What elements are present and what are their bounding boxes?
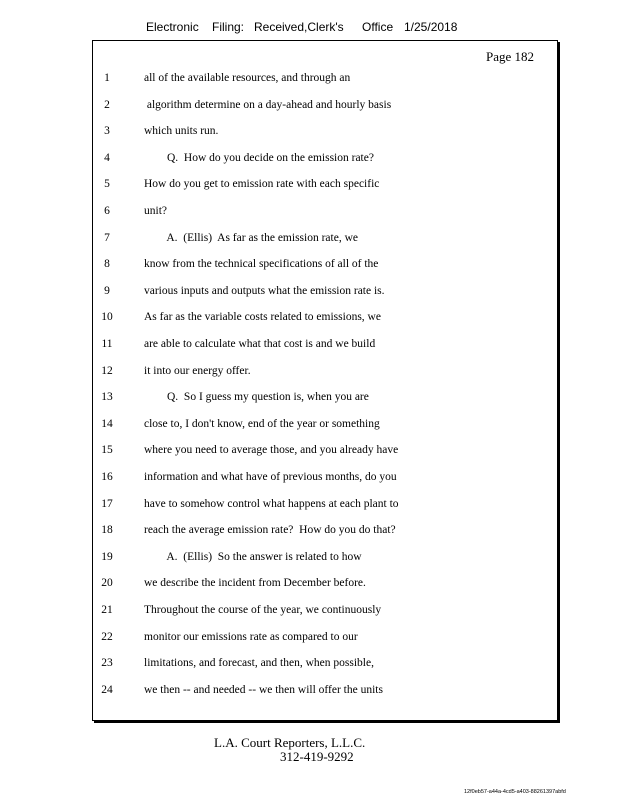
filing-word-filing: Filing: [212, 20, 245, 34]
transcript-line: various inputs and outputs what the emission rate is. [144, 285, 385, 297]
line-number: 9 [104, 285, 110, 297]
transcript-line: As far as the variable costs related to emissions, we [144, 311, 381, 323]
line-number: 5 [104, 178, 110, 190]
line-number: 18 [101, 524, 113, 536]
line-number: 23 [101, 657, 113, 669]
transcript-line: are able to calculate what that cost is and we build [144, 338, 376, 350]
reporter-name: L.A. Court Reporters, L.L.C. [214, 735, 366, 750]
transcript-line: it into our energy offer. [144, 365, 251, 377]
line-number: 14 [101, 418, 113, 430]
line-number: 17 [101, 498, 113, 510]
transcript-line: algorithm determine on a day-ahead and hourly basis [144, 99, 392, 111]
transcript-line: Q. So I guess my question is, when you are [144, 391, 369, 403]
transcript-line: A. (Ellis) As far as the emission rate, we [144, 232, 358, 244]
filing-word-received: Received,Clerk's [254, 20, 344, 34]
line-number: 12 [101, 365, 113, 377]
transcript-line: know from the technical specifications of all of the [144, 258, 379, 270]
line-number: 11 [101, 338, 113, 350]
line-number: 16 [101, 471, 113, 483]
transcript-line: all of the available resources, and through an [144, 72, 351, 84]
transcript-line: we describe the incident from December before. [144, 577, 366, 589]
line-number: 15 [101, 444, 113, 456]
transcript-line: Q. How do you decide on the emission rate? [144, 152, 374, 164]
transcript-line: unit? [144, 205, 167, 217]
filing-date: 1/25/2018 [404, 20, 458, 34]
transcript-page-frame [92, 40, 558, 721]
transcript-line: have to somehow control what happens at each plant to [144, 498, 399, 510]
line-number: 20 [101, 577, 113, 589]
transcript-line: A. (Ellis) So the answer is related to how [144, 551, 362, 563]
transcript-line: Throughout the course of the year, we continuously [144, 604, 382, 616]
line-number: 7 [104, 232, 110, 244]
line-number: 6 [104, 205, 110, 217]
reporter-phone: 312-419-9292 [280, 749, 354, 764]
transcript-line: reach the average emission rate? How do you do that? [144, 524, 396, 536]
line-number: 8 [104, 258, 110, 270]
line-number: 21 [101, 604, 113, 616]
line-number: 19 [101, 551, 113, 563]
transcript-line: limitations, and forecast, and then, when possible, [144, 657, 374, 669]
line-number: 22 [101, 631, 113, 643]
transcript-line: monitor our emissions rate as compared to our [144, 631, 358, 643]
line-number: 13 [101, 391, 113, 403]
transcript-line: where you need to average those, and you already have [144, 444, 399, 456]
transcript-line: How do you get to emission rate with each specific [144, 178, 380, 190]
filing-word-office: Office [362, 20, 394, 34]
document-id: 12f0eb57-a44a-4cd5-a403-88261397abfd [464, 789, 566, 795]
page-number: Page 182 [486, 49, 535, 64]
line-number: 1 [104, 72, 110, 84]
transcript-line: close to, I don't know, end of the year or something [144, 418, 380, 430]
line-number: 2 [104, 99, 110, 111]
line-number: 3 [104, 125, 110, 137]
transcript-line: information and what have of previous months, do you [144, 471, 397, 483]
line-number: 24 [101, 684, 113, 696]
filing-word-electronic: Electronic [146, 20, 199, 34]
transcript-line: which units run. [144, 125, 219, 137]
line-number: 10 [101, 311, 113, 323]
line-number: 4 [104, 152, 110, 164]
transcript-line: we then -- and needed -- we then will offer the units [144, 684, 383, 696]
